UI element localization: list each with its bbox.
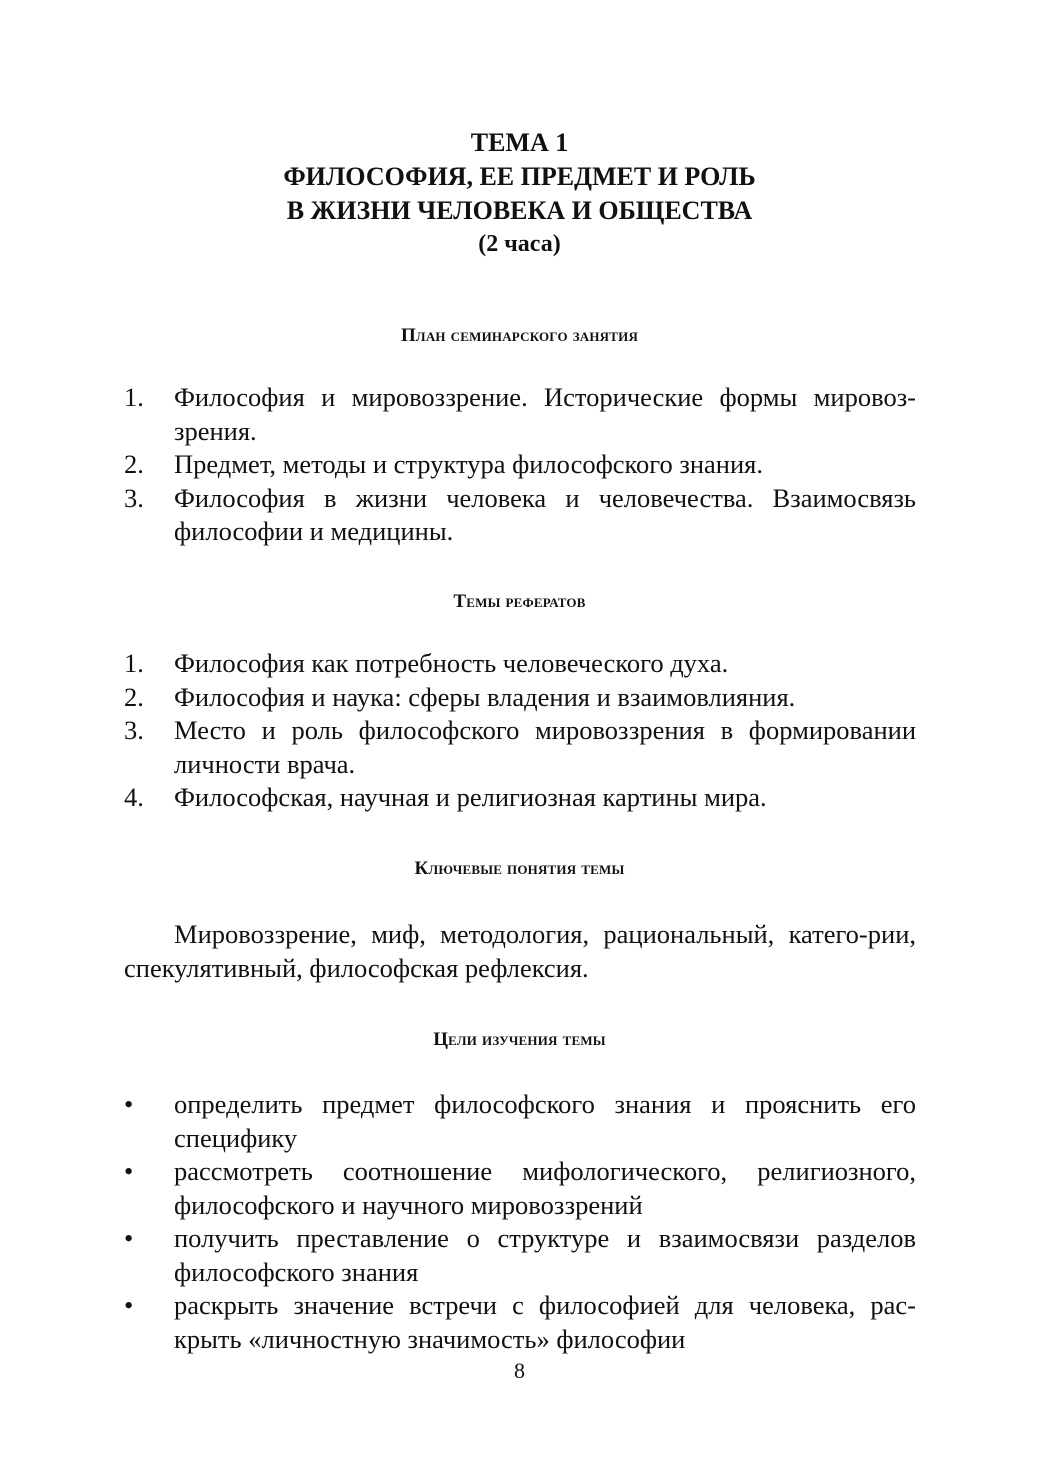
list-number: 3. [124,482,144,513]
list-number: 1. [124,382,144,412]
list-item-text: Философская, научная и религиозная картины мира. [174,782,767,812]
goals-list [124,1088,916,1356]
list-item [124,1289,916,1356]
list-item-text: определить предмет философского знания и прояснить его специфику [174,1089,916,1153]
bullet: • [124,1089,134,1119]
goals-heading: Цели изучения темы [433,1029,606,1050]
list-item [124,681,916,715]
list-item-text: Предмет, методы и структура философского знания. [174,449,763,479]
bullet: • [124,1290,134,1320]
page-number: 8 [514,1358,525,1383]
list-item-text: получить преставление о структуре и взаимосвязи разделов философского знания [174,1223,916,1287]
list-number: 1. [124,648,144,678]
list-item-text: Философия и мировоззрение. Исторические формы мировоз-зрения. [174,382,916,446]
list-item-text: рассмотреть соотношение мифологического, религиозного, философского и научного мировоззрений [174,1156,916,1220]
plan-heading: План семинарского занятия [400,325,639,346]
list-number: 4. [124,782,144,812]
list-item-text: Философия и наука: сферы владения и взаимовлияния. [174,681,796,712]
list-item [124,448,916,482]
list-item-text: Место и роль философского мировоззрения в формировании личности врача. [174,715,916,779]
list-item-text: Философия в жизни человека и человечества. Взаимосвязь философии и медицины. [174,482,916,546]
concepts-text: Мировоззрение, миф, методология, рациональный, катего-рии, спекулятивный, философская рефлексия. [124,919,916,983]
list-item [124,482,916,549]
referaty-heading: Темы рефератов [453,591,586,612]
concepts-heading: Ключевые понятия темы [414,858,625,879]
list-number: 2. [124,449,144,479]
topic-title-line-2: В ЖИЗНИ ЧЕЛОВЕКА И ОБЩЕСТВА [286,196,753,225]
topic-title-line-1: ФИЛОСОФИЯ, ЕЕ ПРЕДМЕТ И РОЛЬ [283,162,756,191]
plan-list [124,381,916,549]
topic-hours: (2 часа) [478,231,561,257]
list-item [124,714,916,781]
list-item [124,1155,916,1222]
list-item [124,647,916,681]
bullet: • [124,1223,134,1253]
list-item [124,381,916,448]
list-item [124,1088,916,1155]
bullet: • [124,1156,134,1186]
list-item [124,1222,916,1289]
list-item [124,781,916,815]
referaty-list [124,647,916,815]
list-number: 2. [124,681,144,712]
topic-number: ТЕМА 1 [470,128,569,157]
list-item-text: Философия как потребность человеческого духа. [174,648,729,678]
list-item-text: раскрыть значение встречи с философией для человека, рас-крыть «личностную значимость» философии [174,1290,916,1354]
list-number: 3. [124,715,144,745]
